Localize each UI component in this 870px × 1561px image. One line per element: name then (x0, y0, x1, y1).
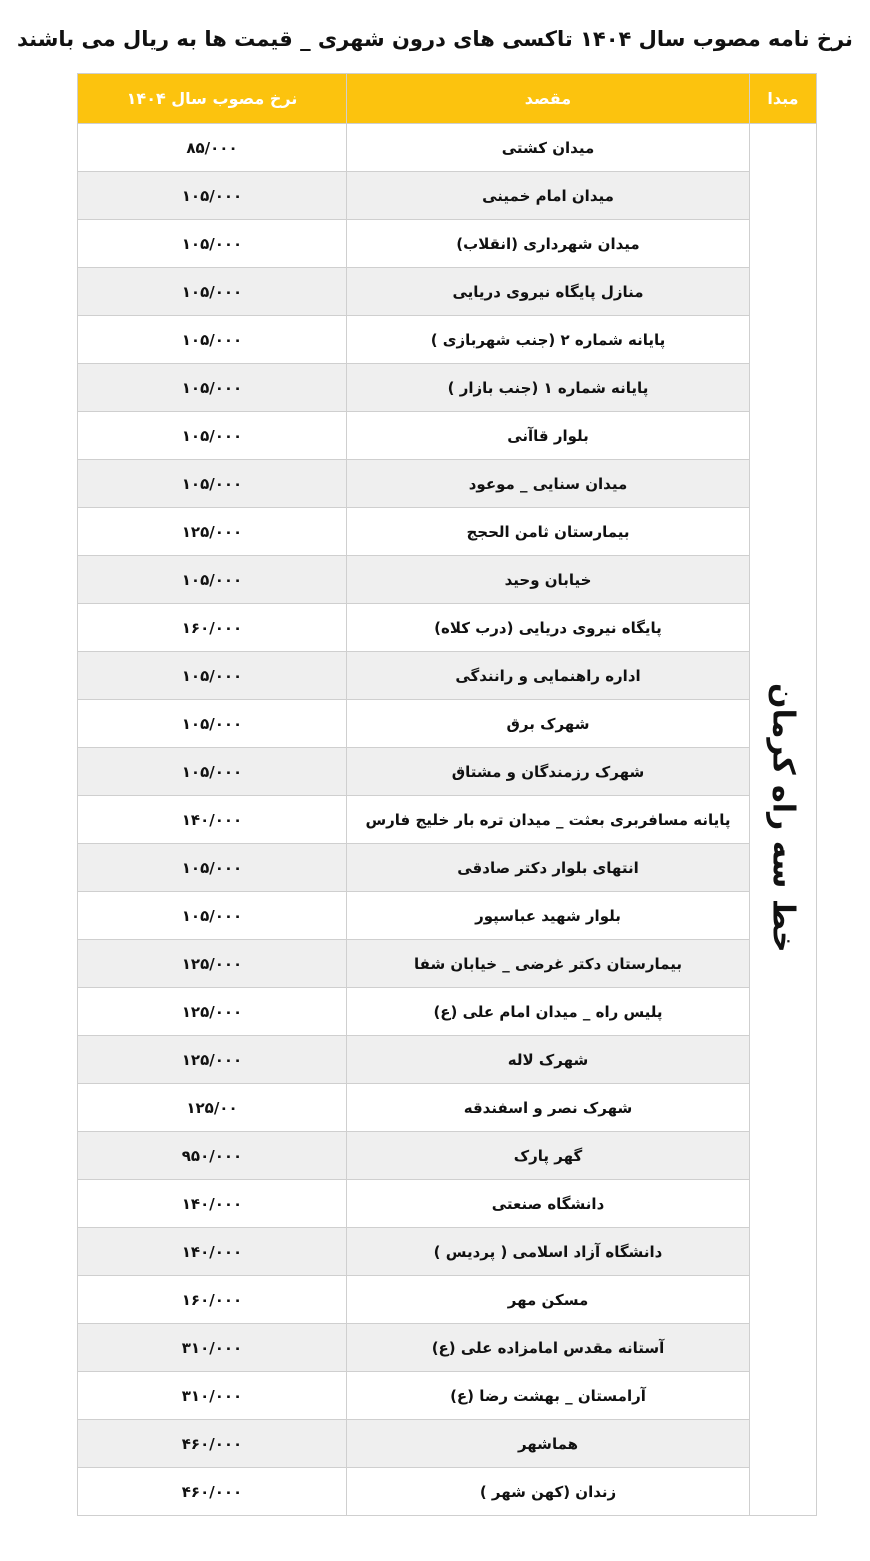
destination-cell: گهر پارک (347, 1132, 750, 1180)
destination-cell: پایانه شماره ۲ (جنب شهربازی ) (347, 316, 750, 364)
table-row (78, 1228, 817, 1276)
fare-table (77, 73, 817, 1516)
rate-cell: ۹۵۰/۰۰۰ (78, 1132, 347, 1180)
table-row (78, 652, 817, 700)
destination-cell: پایانه مسافربری بعثت _ میدان تره بار خلیج فارس (347, 796, 750, 844)
destination-cell: میدان شهرداری (انقلاب) (347, 220, 750, 268)
destination-cell: شهرک لاله (347, 1036, 750, 1084)
table-row (78, 460, 817, 508)
rate-cell: ۱۰۵/۰۰۰ (78, 892, 347, 940)
table-row (78, 1276, 817, 1324)
rate-cell: ۴۶۰/۰۰۰ (78, 1420, 347, 1468)
destination-cell: بلوار قاآنی (347, 412, 750, 460)
table-row (78, 1468, 817, 1516)
table-body (78, 124, 817, 1516)
destination-cell: شهرک رزمندگان و مشتاق (347, 748, 750, 796)
destination-cell: میدان کشتی (347, 124, 750, 172)
header-origin: مبدا (750, 74, 817, 124)
rate-cell: ۱۴۰/۰۰۰ (78, 796, 347, 844)
rate-cell: ۱۰۵/۰۰۰ (78, 844, 347, 892)
destination-cell: انتهای بلوار دکتر صادقی (347, 844, 750, 892)
destination-cell: پایانه شماره ۱ (جنب بازار ) (347, 364, 750, 412)
rate-cell: ۱۰۵/۰۰۰ (78, 460, 347, 508)
destination-cell: دانشگاه آزاد اسلامی ( پردیس ) (347, 1228, 750, 1276)
header-destination: مقصد (347, 74, 750, 124)
destination-cell: هماشهر (347, 1420, 750, 1468)
rate-cell: ۱۶۰/۰۰۰ (78, 604, 347, 652)
table-row (78, 844, 817, 892)
rate-cell: ۱۶۰/۰۰۰ (78, 1276, 347, 1324)
page-title: نرخ نامه مصوب سال ۱۴۰۴ تاکسی های درون شهری _ قیمت ها به ریال می باشند (17, 27, 853, 51)
origin-label: خط سه راه کرمان (765, 682, 801, 953)
table-row (78, 508, 817, 556)
rate-cell: ۴۶۰/۰۰۰ (78, 1468, 347, 1516)
table-row (78, 124, 817, 172)
table-row (78, 1324, 817, 1372)
destination-cell: بلوار شهید عباسپور (347, 892, 750, 940)
rate-cell: ۱۲۵/۰۰۰ (78, 940, 347, 988)
rate-cell: ۱۰۵/۰۰۰ (78, 652, 347, 700)
table-row (78, 172, 817, 220)
table-row (78, 1132, 817, 1180)
rate-cell: ۱۲۵/۰۰۰ (78, 988, 347, 1036)
rate-cell: ۱۰۵/۰۰۰ (78, 220, 347, 268)
table-row (78, 940, 817, 988)
header-rate: نرخ مصوب سال ۱۴۰۴ (78, 74, 347, 124)
table-row (78, 1420, 817, 1468)
origin-cell (750, 124, 817, 1516)
rate-cell: ۱۰۵/۰۰۰ (78, 748, 347, 796)
rate-cell: ۱۰۵/۰۰۰ (78, 172, 347, 220)
rate-cell: ۸۵/۰۰۰ (78, 124, 347, 172)
rate-cell: ۱۴۰/۰۰۰ (78, 1180, 347, 1228)
destination-cell: اداره راهنمایی و رانندگی (347, 652, 750, 700)
destination-cell: شهرک نصر و اسفندقه (347, 1084, 750, 1132)
rate-cell: ۱۲۵/۰۰ (78, 1084, 347, 1132)
rate-cell: ۱۰۵/۰۰۰ (78, 268, 347, 316)
destination-cell: پلیس راه _ میدان امام علی (ع) (347, 988, 750, 1036)
destination-cell: میدان سنایی _ موعود (347, 460, 750, 508)
rate-cell: ۱۰۵/۰۰۰ (78, 364, 347, 412)
destination-cell: پایگاه نیروی دریایی (درب کلاه) (347, 604, 750, 652)
rate-cell: ۱۰۵/۰۰۰ (78, 556, 347, 604)
rate-cell: ۱۲۵/۰۰۰ (78, 1036, 347, 1084)
rate-cell: ۱۰۵/۰۰۰ (78, 700, 347, 748)
destination-cell: بیمارستان دکتر غرضی _ خیابان شفا (347, 940, 750, 988)
table-row (78, 316, 817, 364)
table-row (78, 796, 817, 844)
table-row (78, 220, 817, 268)
destination-cell: شهرک برق (347, 700, 750, 748)
destination-cell: بیمارستان ثامن الحجج (347, 508, 750, 556)
destination-cell: آرامستان _ بهشت رضا (ع) (347, 1372, 750, 1420)
table-row (78, 748, 817, 796)
table-header-row (78, 74, 817, 124)
table-row (78, 604, 817, 652)
table-row (78, 988, 817, 1036)
rate-cell: ۳۱۰/۰۰۰ (78, 1324, 347, 1372)
rate-cell: ۱۲۵/۰۰۰ (78, 508, 347, 556)
table-row (78, 268, 817, 316)
table-row (78, 364, 817, 412)
table-row (78, 700, 817, 748)
table-row (78, 1084, 817, 1132)
rate-cell: ۱۰۵/۰۰۰ (78, 316, 347, 364)
destination-cell: منازل پایگاه نیروی دریایی (347, 268, 750, 316)
destination-cell: زندان (کهن شهر ) (347, 1468, 750, 1516)
table-row (78, 1372, 817, 1420)
destination-cell: خیابان وحید (347, 556, 750, 604)
rate-cell: ۱۰۵/۰۰۰ (78, 412, 347, 460)
destination-cell: دانشگاه صنعتی (347, 1180, 750, 1228)
destination-cell: آستانه مقدس امامزاده علی (ع) (347, 1324, 750, 1372)
table-row (78, 556, 817, 604)
rate-cell: ۱۴۰/۰۰۰ (78, 1228, 347, 1276)
table-row (78, 892, 817, 940)
table-row (78, 412, 817, 460)
table-row (78, 1036, 817, 1084)
table-row (78, 1180, 817, 1228)
destination-cell: میدان امام خمینی (347, 172, 750, 220)
destination-cell: مسکن مهر (347, 1276, 750, 1324)
rate-cell: ۳۱۰/۰۰۰ (78, 1372, 347, 1420)
